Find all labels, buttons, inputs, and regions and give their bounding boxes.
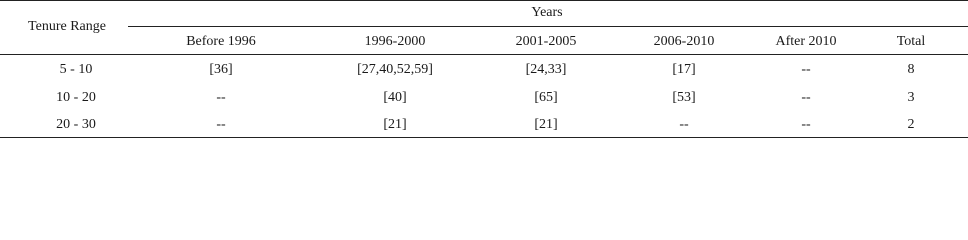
table-cell: --	[801, 62, 811, 77]
table-cell: --	[216, 117, 226, 132]
table-cell: [17]	[672, 62, 696, 77]
column-header: Total	[896, 34, 926, 49]
table-cell: [40]	[383, 90, 407, 105]
table-cell: --	[216, 90, 226, 105]
table-cell: [65]	[534, 90, 558, 105]
header-rule	[0, 54, 968, 55]
bottom-rule	[0, 137, 968, 138]
row-header: Tenure Range	[28, 19, 106, 34]
table-cell: [21]	[534, 117, 558, 132]
column-header: 1996-2000	[364, 34, 426, 49]
table-cell: [53]	[672, 90, 696, 105]
group-header: Years	[531, 5, 563, 20]
table-cell: --	[801, 117, 811, 132]
row-label: 10 - 20	[56, 90, 96, 105]
row-label: 20 - 30	[56, 117, 96, 132]
table-cell: --	[801, 90, 811, 105]
table-cell: 2	[907, 117, 915, 132]
table-cell: [21]	[383, 117, 407, 132]
top-rule	[0, 0, 968, 1]
table-cell: 8	[907, 62, 915, 77]
table-cell: [24,33]	[525, 62, 567, 77]
row-label: 5 - 10	[59, 62, 93, 77]
column-header: 2006-2010	[653, 34, 715, 49]
column-header: After 2010	[775, 34, 837, 49]
table-cell: --	[679, 117, 689, 132]
table-cell: [36]	[209, 62, 233, 77]
table-cell: 3	[907, 90, 915, 105]
column-header: 2001-2005	[515, 34, 577, 49]
table-cell: [27,40,52,59]	[357, 62, 433, 77]
group-rule	[128, 26, 968, 27]
column-header: Before 1996	[186, 34, 256, 49]
